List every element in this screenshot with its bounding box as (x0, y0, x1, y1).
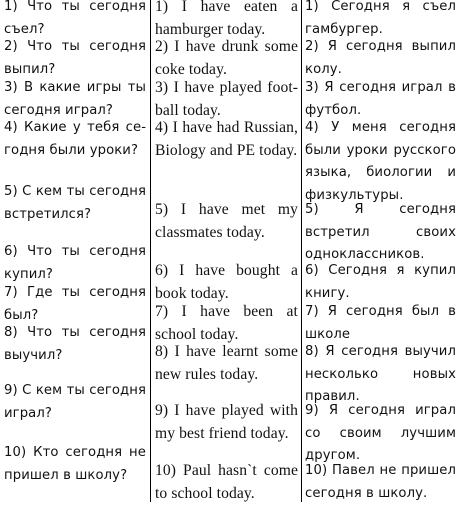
translation-2: 2) Я сегодня выпил колу. (305, 39, 456, 77)
question-8: 8) Что ты сегодня выучил? (4, 325, 146, 363)
answer-9: 9) I have played with my best friend today. (155, 402, 298, 442)
translation-9: 9) Я сегодня играл со своим лучшим другом. (305, 403, 456, 463)
translation-10: 10) Павел не пришел сегодня в школу. (305, 463, 456, 501)
question-2: 2) Что ты сегодня выпил? (4, 39, 146, 77)
translation-4: 4) У меня сегодня были уроки русского языка, биологии и физкультуры. (305, 120, 456, 203)
answer-3: 3) I have played football today. (155, 79, 298, 119)
answer-2: 2) I have drunk some coke today. (155, 38, 298, 78)
question-7: 7) Где ты сегодня был? (4, 285, 146, 323)
column-divider (301, 0, 302, 502)
question-9: 9) С кем ты сегодня играл? (4, 383, 146, 421)
question-5: 5) С кем ты сегодня встретился? (4, 184, 146, 222)
answer-6: 6) I have bought a book today. (155, 262, 298, 302)
questions-column (4, 0, 146, 502)
answer-10: 10) Paul hasn`t come to school today. (155, 462, 298, 502)
answer-4: 4) I have had Russian, Biology and PE today. (155, 119, 298, 159)
translation-3: 3) Я сегодня играл в футбол. (305, 80, 456, 118)
answer-1: 1) I have eaten a hamburger today. (155, 0, 298, 38)
question-4: 4) Какие у тебя сегодня были уроки? (4, 120, 146, 158)
translation-8: 8) Я сегодня выучил несколько новых правил. (305, 344, 456, 404)
answers-column (155, 0, 298, 502)
answer-7: 7) I have been at school today. (155, 303, 298, 343)
answer-8: 8) I have learnt some new rules today. (155, 343, 298, 383)
translations-column (305, 0, 456, 502)
question-3: 3) В какие игры ты сегодня играл? (4, 80, 146, 118)
column-divider (150, 0, 151, 502)
answer-5: 5) I have met my classmates today. (155, 201, 298, 241)
question-10: 10) Кто сегодня не пришел в школу? (4, 445, 146, 483)
question-6: 6) Что ты сегодня купил? (4, 244, 146, 282)
question-1: 1) Что ты сегодня съел? (4, 0, 146, 37)
translation-5: 5) Я сегодня встретил своих одноклассников. (305, 202, 456, 262)
translation-1: 1) Сегодня я съел гамбургер. (305, 0, 456, 37)
translation-6: 6) Сегодня я купил книгу. (305, 263, 456, 301)
translation-7: 7) Я сегодня был в школе (305, 304, 456, 342)
